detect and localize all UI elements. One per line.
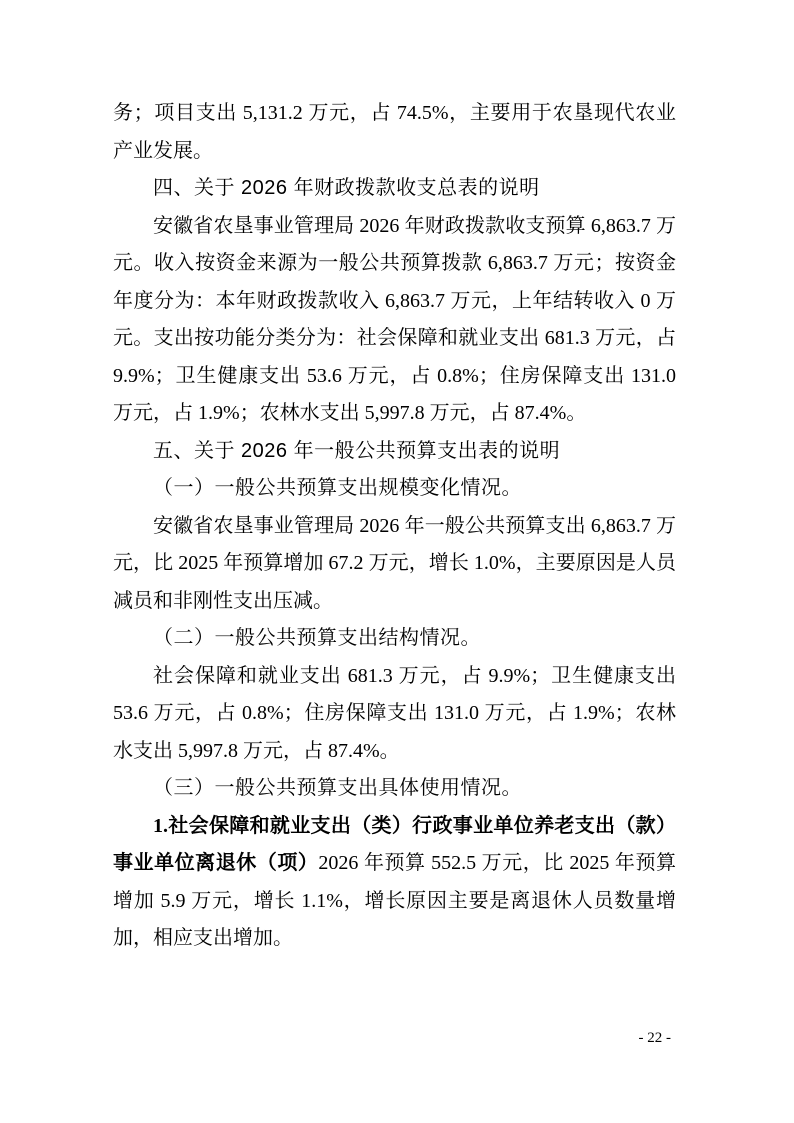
heading-section-4: 四、关于 2026 年财政拨款收支总表的说明: [153, 177, 540, 199]
heading-subsection-3: （三）一般公共预算支出具体使用情况。: [153, 777, 522, 799]
paragraph-section4-body: 安徽省农垦事业管理局 2026 年财政拨款收支预算 6,863.7 万元。收入按资金来源为一般公共预算拨款 6,863.7 万元；按资金年度分为：本年财政拨款收入 6,863.7 万元，上年结转收入 0 万元。支出按功能分类分为：社会保障和就业支出 681.3 万元，占 9.9%；卫生健康支出 53.6 万元，占 0.8%；住房保障支出 131.0 万元，占 1.9%；农林水支出 5,997.8 万元，占 87.4%。: [113, 214, 676, 424]
paragraph-subsection-1-body: 安徽省农垦事业管理局 2026 年一般公共预算支出 6,863.7 万元，比 2025 年预算增加 67.2 万元，增长 1.0%，主要原因是人员减员和非刚性支出压减。: [113, 514, 676, 612]
document-body: [113, 95, 676, 958]
heading-subsection-1: （一）一般公共预算支出规模变化情况。: [153, 477, 522, 499]
heading-subsection-2: （二）一般公共预算支出结构情况。: [153, 627, 481, 649]
heading-section-5: 五、关于 2026 年一般公共预算支出表的说明: [153, 439, 561, 462]
item-1-text: 2026 年预算 552.5 万元，比 2025 年预算增加 5.9 万元，增长 1.1%，增长原因主要是离退休人员数量增加，相应支出增加。: [113, 852, 677, 949]
page-number: - 22 -: [638, 1030, 671, 1046]
paragraph-subsection-2-body: 社会保障和就业支出 681.3 万元，占 9.9%；卫生健康支出 53.6 万元，占 0.8%；住房保障支出 131.0 万元，占 1.9%；农林水支出 5,997.8 万元，占 87.4%。: [113, 664, 676, 762]
paragraph-carryover: 务；项目支出 5,131.2 万元，占 74.5%，主要用于农垦现代农业产业发展。: [113, 102, 676, 162]
paragraph-item-1: [113, 808, 676, 958]
item-1-bold-lead: 1.社会保障和就业支出（类）行政事业单位养老支出（款）事业单位离退休（项）: [113, 814, 676, 874]
